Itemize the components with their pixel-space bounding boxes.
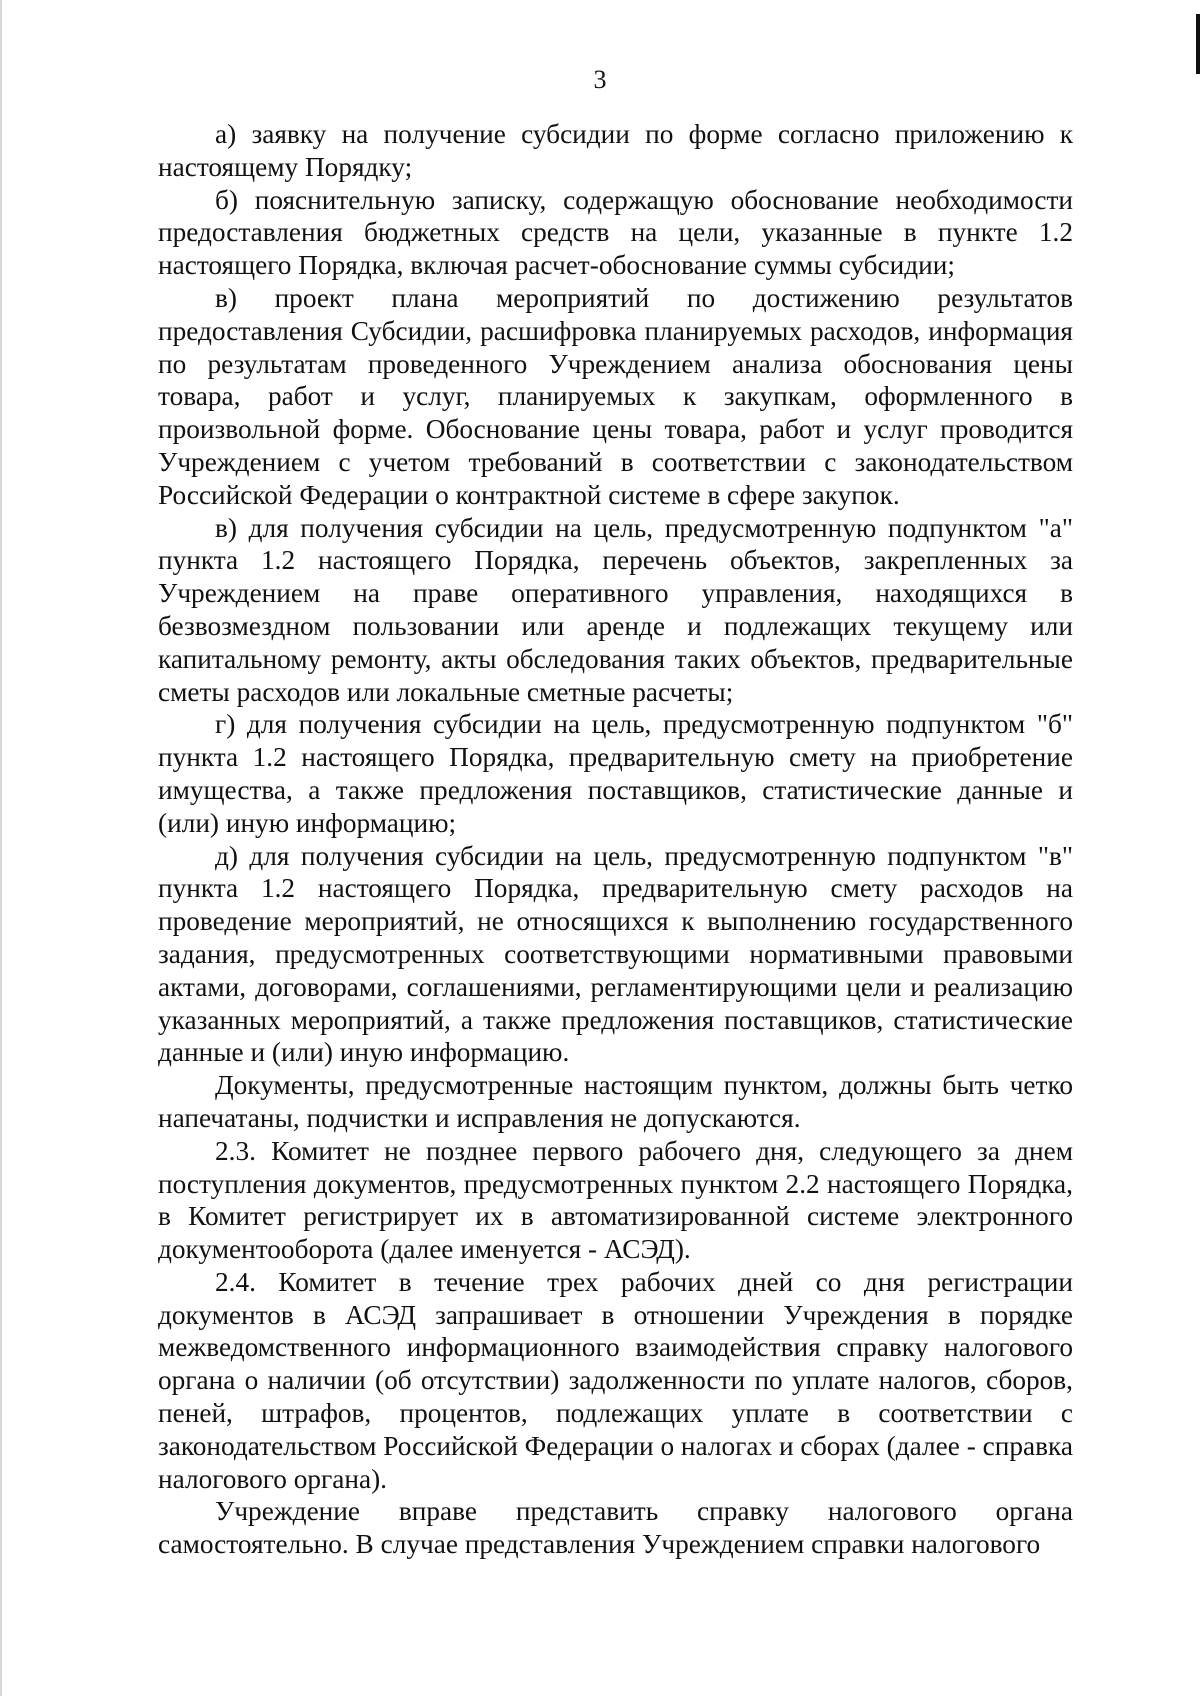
paragraph-2-4-tax-request: 2.4. Комитет в течение трех рабочих дней со дня регистрации документов в АСЭД запрашивает в отношении Учреждения в порядке межведомственного информационного взаимодействия справку налогового органа о наличии (об отсутствии) задолженности по уплате налогов, сборов, пеней, штрафов, процентов, подлежащих уплате в соответствии с законодательством Российской Федерации о налогах и сборах (далее - справка налогового органа). [158, 1266, 1073, 1494]
paragraph-b-explanatory-note: б) пояснительную записку, содержащую обоснование необходимости предоставления бюджетных средств на цели, указанные в пункте 1.2 настоящего Порядка, включая расчет-обоснование суммы субсидии; [158, 184, 1073, 281]
paragraph-2-3-registration: 2.3. Комитет не позднее первого рабочего дня, следующего за днем поступления документов, предусмотренных пунктом 2.2 настоящего Порядка, в Комитет регистрирует их в автоматизированной системе электронного документооборота (далее именуется - АСЭД). [158, 1135, 1073, 1265]
paragraph-g-property-estimate: г) для получения субсидии на цель, предусмотренную подпунктом "б" пункта 1.2 настоящего Порядка, предварительную смету на приобретение имущества, а также предложения поставщиков, статистические данные и (или) иную информацию; [158, 709, 1073, 838]
paragraph-v-objects-list: в) для получения субсидии на цель, предусмотренную подпунктом "а" пункта 1.2 настоящего Порядка, перечень объектов, закрепленных за Учреждением на праве оперативного управления, находящихся в безвозмездном пользовании или аренде и подлежащих текущему или капитальному ремонту, акты обследования таких объектов, предварительные сметы расходов или локальные сметные расчеты; [158, 512, 1073, 707]
page-number: 3 [593, 65, 607, 94]
document-body [158, 118, 1073, 1561]
scan-edge [0, 0, 2, 1696]
paragraph-d-events-estimate: д) для получения субсидии на цель, предусмотренную подпунктом "в" пункта 1.2 настоящего Порядка, предварительную смету расходов на проведение мероприятий, не относящихся к выполнению государственного задания, предусмотренных соответствующими нормативными правовыми актами, договорами, соглашениями, регламентирующими цели и реализацию указанных мероприятий, а также предложения поставщиков, статистические данные и (или) иную информацию. [158, 840, 1073, 1068]
paragraph-documents-requirements: Документы, предусмотренные настоящим пунктом, должны быть четко напечатаны, подчистки и исправления не допускаются. [158, 1070, 1073, 1133]
paragraph-institution-right: Учреждение вправе представить справку налогового органа самостоятельно. В случае представления Учреждением справки налогового [158, 1496, 1073, 1560]
paragraph-v-action-plan: в) проект плана мероприятий по достижению результатов предоставления Субсидии, расшифровка планируемых расходов, информация по результатам проведенного Учреждением анализа обоснования цены товара, работ и услуг, планируемых к закупкам, оформленного в произвольной форме. Обоснование цены товара, работ и услуг проводится Учреждением с учетом требований в соответствии с законодательством Российской Федерации о контрактной системе в сфере закупок. [158, 282, 1073, 510]
paragraph-a-application: а) заявку на получение субсидии по форме согласно приложению к настоящему Порядку; [158, 119, 1073, 182]
